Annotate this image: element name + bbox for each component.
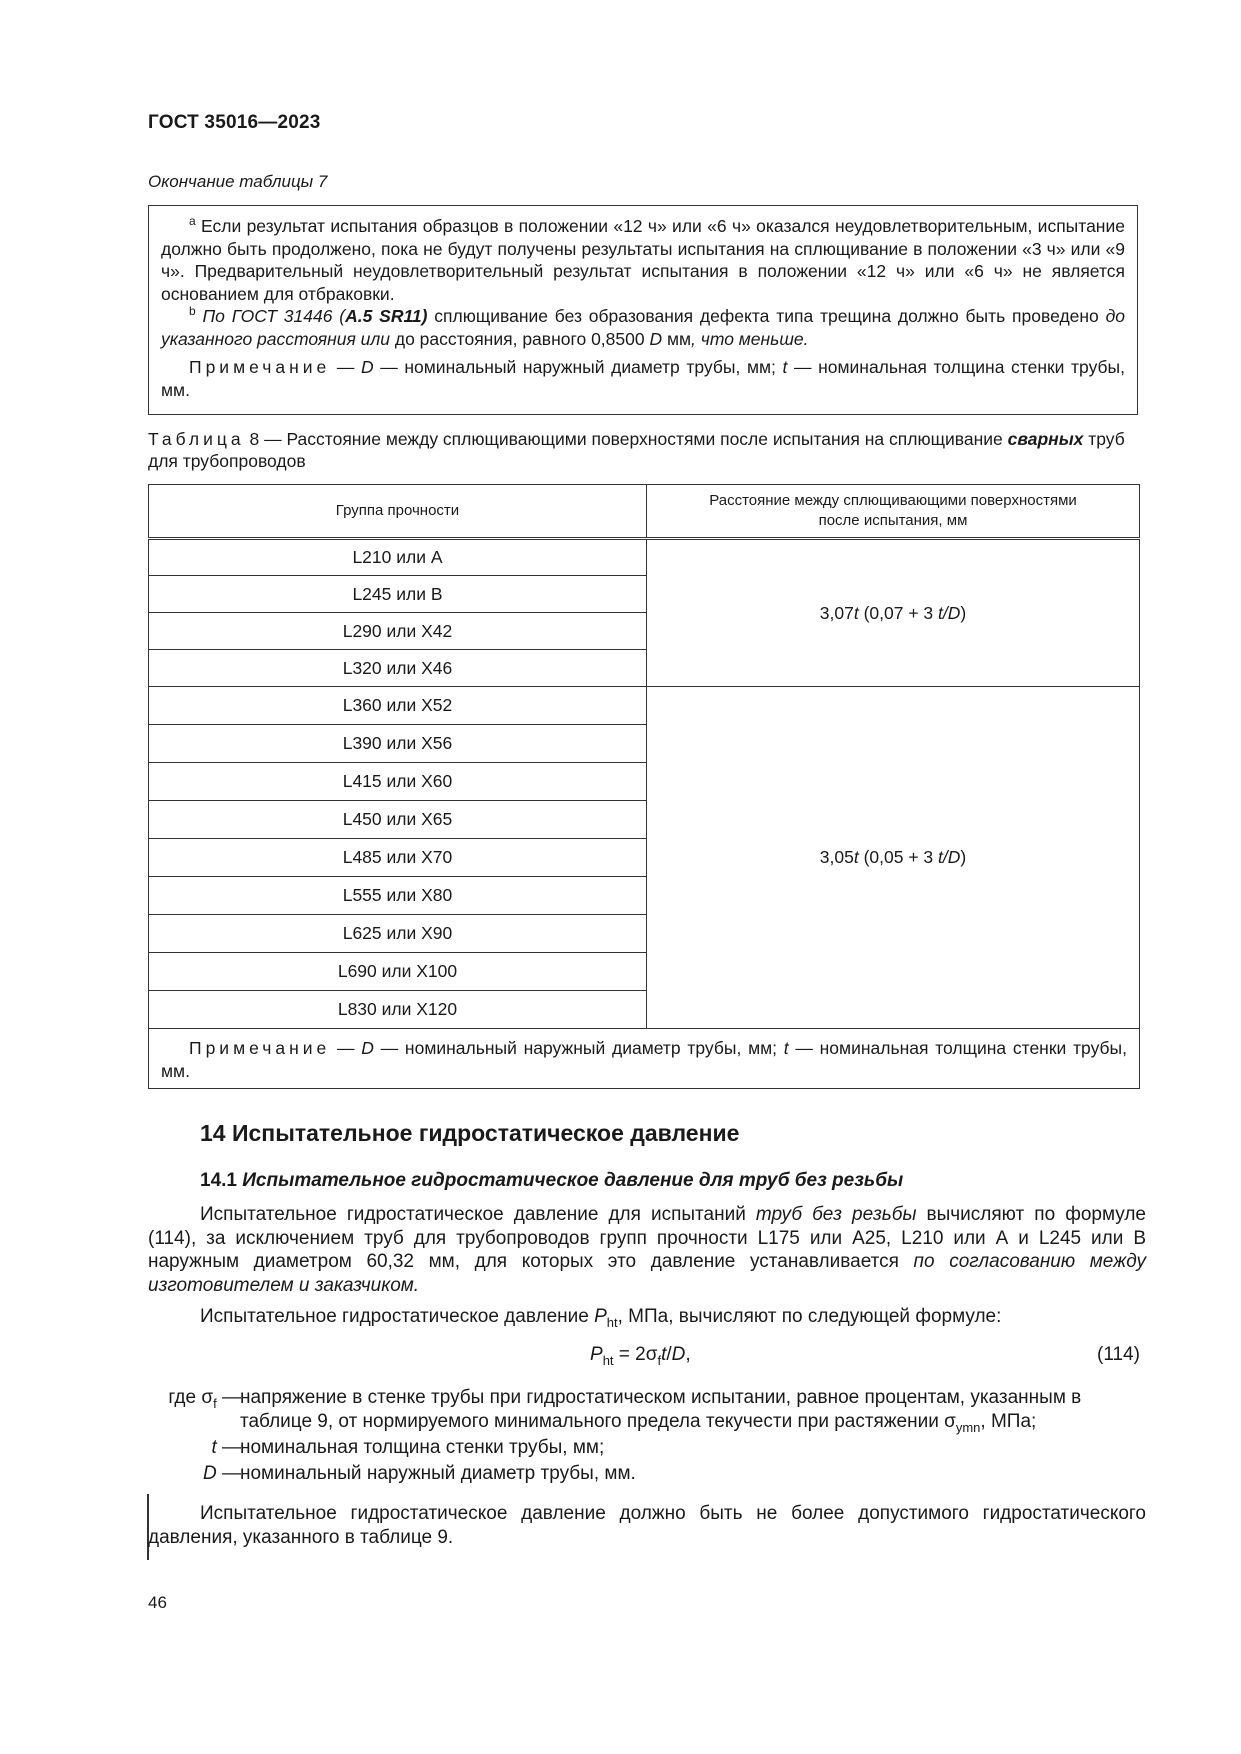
table-cell: L625 или Х90 — [149, 915, 647, 953]
table-header-row — [149, 485, 1140, 539]
table8 — [148, 484, 1140, 1089]
table-cell: L555 или Х80 — [149, 877, 647, 915]
formula-number: (114) — [1097, 1344, 1140, 1365]
where-desc-D: номинальный наружный диаметр трубы, мм. — [240, 1463, 636, 1484]
table-row — [149, 539, 1140, 576]
table-cell: L415 или Х60 — [149, 763, 647, 801]
table-cell: L485 или Х70 — [149, 839, 647, 877]
where-desc-t: номинальная толщина стенки трубы, мм; — [240, 1437, 605, 1458]
table-row — [149, 687, 1140, 725]
table-cell: L450 или Х65 — [149, 801, 647, 839]
table-note-row — [149, 1029, 1140, 1089]
group2-value-cell: 3,05t (0,05 + 3 t/D) — [647, 687, 1140, 1029]
paragraph-1: Испытательное гидростатическое давление для испытаний труб без резьбы вычисляют по формуле (114), за исключением труб для трубопроводов групп прочности L175 или А25, L210 или А и L245 или В наружным диаметром 60,32 мм, для которых это давление устанавливается по согласованию между изготовителем и заказчиком. — [148, 1204, 1146, 1296]
section-14-title: 14 Испытательное гидростатическое давление — [200, 1120, 740, 1146]
table-continuation-label: Окончание таблицы 7 — [148, 172, 328, 191]
footnote-b: $^b$ По ГОСТ 31446 (А.5 SR11) сплющивание без образования дефекта типа трещина должно быть проведено до указанного расстояния или до расстояния, равного 0,8500 D мм, что меньше. — [161, 304, 1125, 349]
subsection-14-1-title: 14.1 Испытательное гидростатическое давление для труб без резьбы — [200, 1170, 904, 1191]
table7-note: Примечание — D — номинальный наружный диаметр трубы, мм; t — номинальная толщина стенки трубы, мм. — [161, 357, 1125, 400]
paragraph-2: Испытательное гидростатическое давление $P_{ht}$, МПа, вычисляют по следующей формуле: — [200, 1306, 1002, 1330]
where-key-sigma: где $\sigma_f$ — — [168, 1387, 241, 1411]
table-cell: L390 или Х56 — [149, 725, 647, 763]
table8-caption: Таблица 8 — Расстояние между сплющивающими поверхностями после испытания на сплющивание сварных труб для трубопроводов — [148, 429, 1125, 471]
table-cell: L245 или В — [149, 576, 647, 613]
table-cell: L320 или Х46 — [149, 650, 647, 687]
paragraph-3: Испытательное гидростатическое давление должно быть не более допустимого гидростатического давления, указанного в таблице 9. — [148, 1503, 1146, 1548]
table-cell: L830 или Х120 — [149, 991, 647, 1029]
table-cell: L690 или Х100 — [149, 953, 647, 991]
table-cell: L360 или Х52 — [149, 687, 647, 725]
where-list — [0, 1386, 1241, 1486]
table-cell: L290 или Х42 — [149, 613, 647, 650]
document-header: ГОСТ 35016—2023 — [148, 112, 321, 133]
where-desc-sigma: напряжение в стенке трубы при гидростатическом испытании, равное процентам, указанным в таблице 9, от нормируемого минимального предела текучести при растяжении $\sigma_{ymn}$, МПа; — [240, 1387, 1082, 1435]
formula-114: $P_{ht} = 2\sigma_ft/D$, — [590, 1344, 691, 1368]
table8-note: Примечание — D — номинальный наружный диаметр трубы, мм; t — номинальная толщина стенки трубы, мм. — [149, 1029, 1140, 1089]
page-number: 46 — [148, 1593, 167, 1612]
where-key-t: t — — [211, 1437, 241, 1458]
where-key-D: D — — [202, 1463, 241, 1484]
table-cell: L210 или А — [149, 539, 647, 576]
table7-footnotes-box — [148, 205, 1138, 415]
col-header-strength-group: Группа прочности — [149, 485, 647, 539]
footnote-a: $^a$ Если результат испытания образцов в положении «12 ч» или «6 ч» оказался неудовлетворительным, испытание должно быть продолжено, пока не будут получены результаты испытания на сплющивание в положении «3 ч» или «9 ч». Предварительный неудовлетворительный результат испытания в положении «12 ч» или «6 ч» не является основанием для отбраковки. — [161, 214, 1125, 304]
group1-value-cell: 3,07t (0,07 + 3 t/D) — [647, 539, 1140, 687]
col-header-distance: Расстояние между сплющивающими поверхностями после испытания, мм — [647, 485, 1140, 539]
